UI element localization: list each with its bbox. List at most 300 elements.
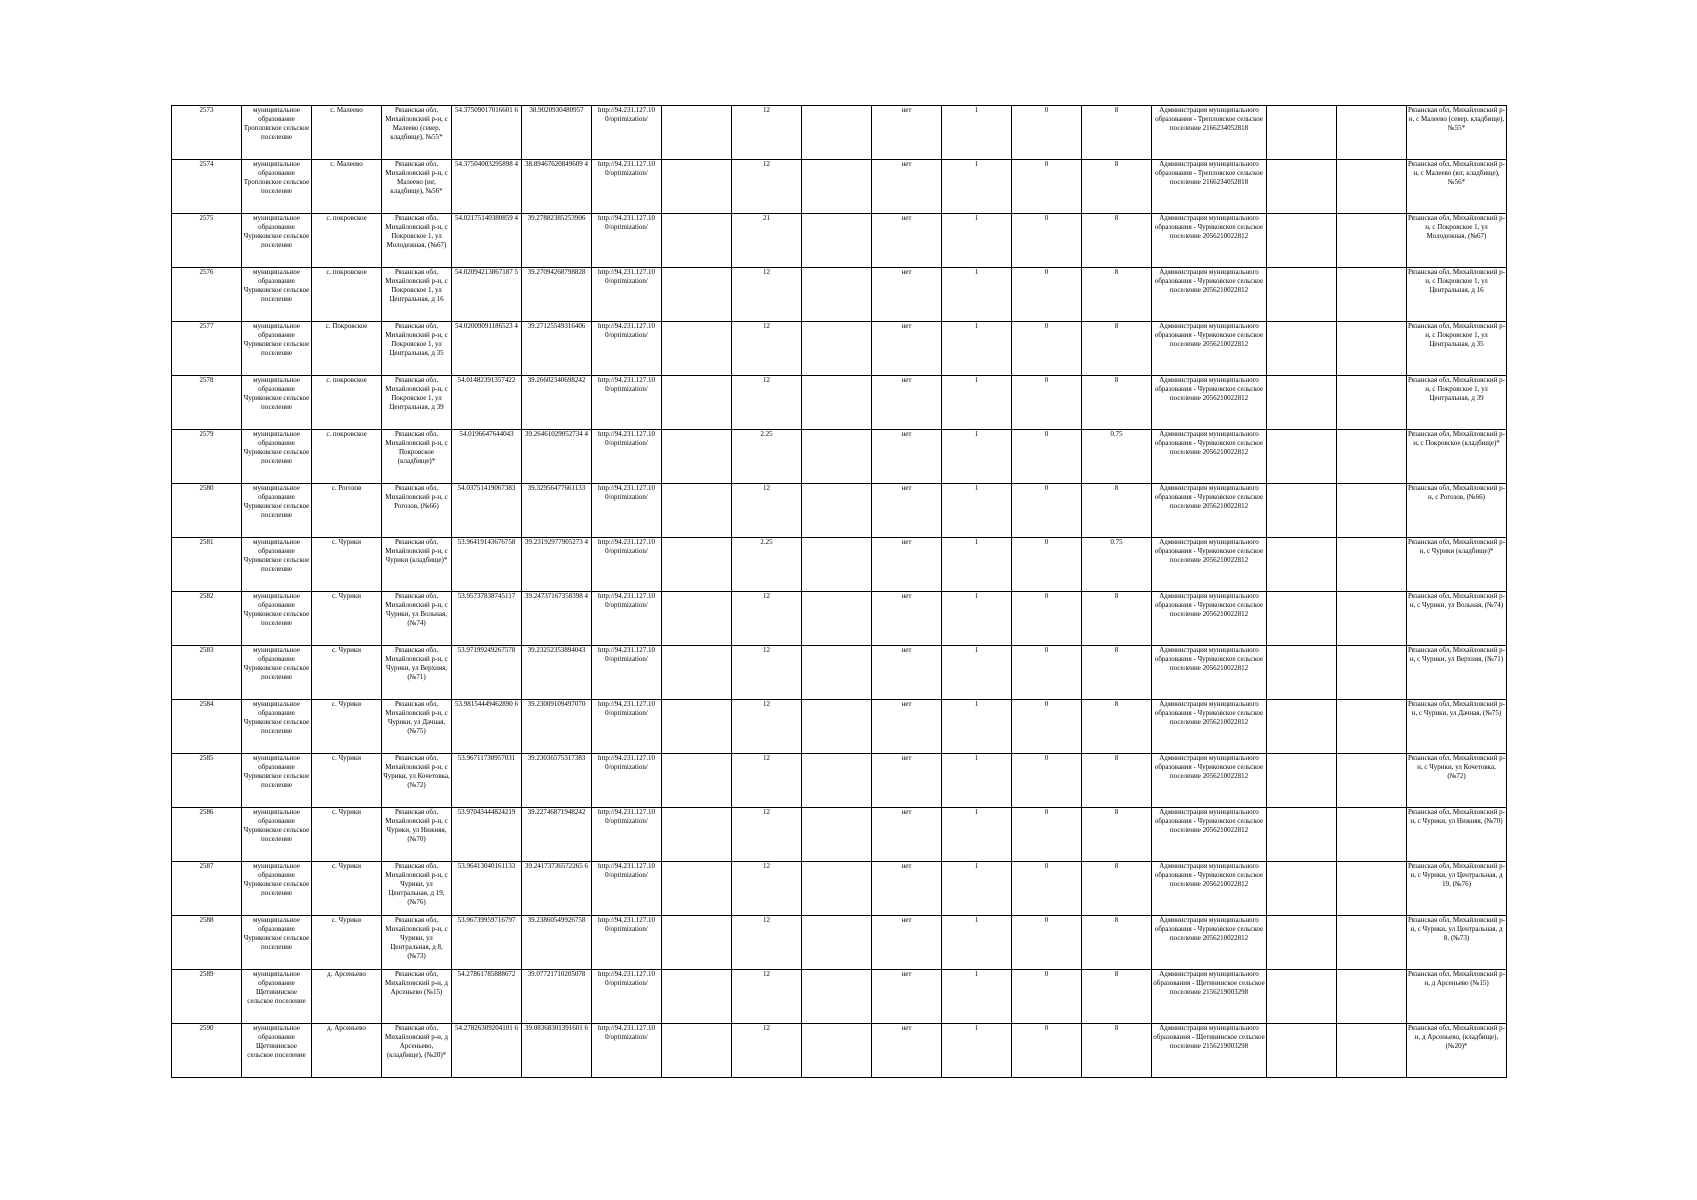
empty-cell [1337, 538, 1407, 592]
area-cell: 12 [732, 268, 802, 322]
organization-cell: Администрация муниципального образования - Чуриковское сельское поселение 2056210022812 [1152, 376, 1267, 430]
settlement-cell: с. покровское [312, 430, 382, 484]
address-cell: Рязанская обл, Михайловский р-н, с Чурики, ул Дачная, (№75) [382, 700, 452, 754]
area-cell: 12 [732, 484, 802, 538]
empty-cell [1337, 430, 1407, 484]
link-cell: http://94.231.127.10 0/optimization/ [592, 754, 662, 808]
volume-cell: 8 [1082, 646, 1152, 700]
row-number: 2574 [172, 160, 242, 214]
address-cell: Рязанская обл, Михайловский р-н, д Арсеньево, (кладбище), (№20)* [382, 1024, 452, 1078]
volume-cell: 8 [1082, 592, 1152, 646]
count-cell: 0 [1012, 700, 1082, 754]
volume-cell: 8 [1082, 106, 1152, 160]
count-cell: 0 [1012, 160, 1082, 214]
empty-cell [1337, 646, 1407, 700]
settlement-cell: с. Малеево [312, 160, 382, 214]
longitude-cell: 39.24173736572265 6 [522, 862, 592, 916]
empty-cell [1267, 808, 1337, 862]
link-cell: http://94.231.127.10 0/optimization/ [592, 970, 662, 1024]
latitude-cell: 54.02175140380859 4 [452, 214, 522, 268]
cover-cell: нет [872, 1024, 942, 1078]
registry-table [171, 105, 1507, 1078]
municipality-cell: муниципальное образование Чуриковское сельское поселение [242, 862, 312, 916]
longitude-cell: 39.08368301391601 6 [522, 1024, 592, 1078]
organization-cell: Администрация муниципального образования - Чуриковское сельское поселение 2056210022812 [1152, 484, 1267, 538]
organization-cell: Администрация муниципального образования - Трепловское сельское поселение 2166234052818 [1152, 160, 1267, 214]
longitude-cell: 39.23252353894043 [522, 646, 592, 700]
count-cell: 0 [1012, 1024, 1082, 1078]
settlement-cell: с. Чурики [312, 700, 382, 754]
source-address-cell: Рязанская обл, Михайловский р-н, с Малеево (север, кладбище), №55* [1407, 106, 1507, 160]
row-number: 2589 [172, 970, 242, 1024]
empty-cell [1337, 808, 1407, 862]
link-cell: http://94.231.127.10 0/optimization/ [592, 646, 662, 700]
volume-cell: 8 [1082, 970, 1152, 1024]
count-cell: 0 [1012, 430, 1082, 484]
empty-cell [802, 700, 872, 754]
count-cell: 1 [942, 268, 1012, 322]
empty-cell [1337, 106, 1407, 160]
cover-cell: нет [872, 700, 942, 754]
municipality-cell: муниципальное образование Чуриковское сельское поселение [242, 916, 312, 970]
organization-cell: Администрация муниципального образования - Чуриковское сельское поселение 2056210022812 [1152, 430, 1267, 484]
longitude-cell: 39.23036575317383 [522, 754, 592, 808]
count-cell: 1 [942, 1024, 1012, 1078]
settlement-cell: д. Арсеньево [312, 970, 382, 1024]
area-cell: 2.25 [732, 430, 802, 484]
count-cell: 0 [1012, 916, 1082, 970]
empty-cell [802, 754, 872, 808]
empty-cell [1337, 160, 1407, 214]
address-cell: Рязанская обл, Михайловский р-н, с Чурики, ул Центральная, д 19, (№76) [382, 862, 452, 916]
latitude-cell: 53.95737838745117 [452, 592, 522, 646]
volume-cell: 8 [1082, 754, 1152, 808]
empty-cell [662, 646, 732, 700]
latitude-cell: 54.01482391357422 [452, 376, 522, 430]
latitude-cell: 53.97043444824219 [452, 808, 522, 862]
municipality-cell: муниципальное образование Чуриковское сельское поселение [242, 376, 312, 430]
municipality-cell: муниципальное образование Тропловское сельское поселение [242, 160, 312, 214]
row-number: 2575 [172, 214, 242, 268]
table-row [172, 214, 1507, 268]
area-cell: 12 [732, 322, 802, 376]
address-cell: Рязанская обл, Михайловский р-н, с Чурики, ул Кочетовка, (№72) [382, 754, 452, 808]
longitude-cell: 39.27094268798828 [522, 268, 592, 322]
municipality-cell: муниципальное образование Чуриковское сельское поселение [242, 700, 312, 754]
organization-cell: Администрация муниципального образования - Чуриковское сельское поселение 2056210022812 [1152, 538, 1267, 592]
latitude-cell: 53.98154449462890 6 [452, 700, 522, 754]
link-cell: http://94.231.127.10 0/optimization/ [592, 700, 662, 754]
source-address-cell: Рязанская обл, Михайловский р-н, с Покровское 1, ул Молодежная, (№67) [1407, 214, 1507, 268]
municipality-cell: муниципальное образование Чуриковское сельское поселение [242, 214, 312, 268]
municipality-cell: муниципальное образование Чуриковское сельское поселение [242, 430, 312, 484]
cover-cell: нет [872, 160, 942, 214]
table-row [172, 430, 1507, 484]
count-cell: 0 [1012, 808, 1082, 862]
empty-cell [662, 160, 732, 214]
empty-cell [1267, 430, 1337, 484]
empty-cell [1267, 1024, 1337, 1078]
volume-cell: 8 [1082, 1024, 1152, 1078]
registry-sheet [171, 105, 1505, 1078]
address-cell: Рязанская обл, Михайловский р-н, с Малеево (север, кладбище), №55* [382, 106, 452, 160]
link-cell: http://94.231.127.10 0/optimization/ [592, 1024, 662, 1078]
empty-cell [1267, 484, 1337, 538]
source-address-cell: Рязанская обл, Михайловский р-н, с Покровское 1, ул Центральная, д 16 [1407, 268, 1507, 322]
row-number: 2587 [172, 862, 242, 916]
empty-cell [662, 106, 732, 160]
empty-cell [1267, 592, 1337, 646]
table-body [172, 106, 1507, 1078]
count-cell: 1 [942, 808, 1012, 862]
empty-cell [1337, 268, 1407, 322]
empty-cell [802, 376, 872, 430]
count-cell: 1 [942, 160, 1012, 214]
municipality-cell: муниципальное образование Чуриковское сельское поселение [242, 538, 312, 592]
volume-cell: 8 [1082, 862, 1152, 916]
organization-cell: Администрация муниципального образования - Чуриковское сельское поселение 2056210022812 [1152, 700, 1267, 754]
empty-cell [662, 484, 732, 538]
link-cell: http://94.231.127.10 0/optimization/ [592, 808, 662, 862]
count-cell: 0 [1012, 646, 1082, 700]
row-number: 2582 [172, 592, 242, 646]
link-cell: http://94.231.127.10 0/optimization/ [592, 484, 662, 538]
longitude-cell: 39.07721710205078 [522, 970, 592, 1024]
empty-cell [1267, 862, 1337, 916]
count-cell: 1 [942, 430, 1012, 484]
organization-cell: Администрация муниципального образования - Чуриковское сельское поселение 2056210022812 [1152, 862, 1267, 916]
latitude-cell: 54.03751419067383 [452, 484, 522, 538]
source-address-cell: Рязанская обл, Михайловский р-н, с Чурики (кладбище)* [1407, 538, 1507, 592]
latitude-cell: 54.02009091186523 4 [452, 322, 522, 376]
empty-cell [1337, 322, 1407, 376]
empty-cell [662, 862, 732, 916]
settlement-cell: с. покровское [312, 268, 382, 322]
count-cell: 1 [942, 970, 1012, 1024]
volume-cell: 8 [1082, 160, 1152, 214]
cover-cell: нет [872, 538, 942, 592]
area-cell: 12 [732, 646, 802, 700]
row-number: 2581 [172, 538, 242, 592]
empty-cell [662, 538, 732, 592]
municipality-cell: муниципальное образование Чуриковское сельское поселение [242, 592, 312, 646]
cover-cell: нет [872, 970, 942, 1024]
empty-cell [1337, 376, 1407, 430]
source-address-cell: Рязанская обл, Михайловский р-н, д Арсеньево (№15) [1407, 970, 1507, 1024]
row-number: 2579 [172, 430, 242, 484]
row-number: 2584 [172, 700, 242, 754]
table-row [172, 916, 1507, 970]
area-cell: 12 [732, 1024, 802, 1078]
latitude-cell: 53.96419143676758 [452, 538, 522, 592]
settlement-cell: с. Чурики [312, 646, 382, 700]
empty-cell [662, 700, 732, 754]
source-address-cell: Рязанская обл, Михайловский р-н, с Чурики, ул Вольная, (№74) [1407, 592, 1507, 646]
latitude-cell: 53.96711730957031 [452, 754, 522, 808]
latitude-cell: 54.37509017016601 6 [452, 106, 522, 160]
longitude-cell: 39.24737167358398 4 [522, 592, 592, 646]
row-number: 2580 [172, 484, 242, 538]
count-cell: 0 [1012, 970, 1082, 1024]
row-number: 2576 [172, 268, 242, 322]
volume-cell: 8 [1082, 376, 1152, 430]
count-cell: 0 [1012, 484, 1082, 538]
organization-cell: Администрация муниципального образования - Чуриковское сельское поселение 2056210022812 [1152, 322, 1267, 376]
area-cell: 12 [732, 808, 802, 862]
address-cell: Рязанская обл, Михайловский р-н, с Покровское 1, ул Центральная, д 16 [382, 268, 452, 322]
source-address-cell: Рязанская обл, Михайловский р-н, с Покровское (кладбище)* [1407, 430, 1507, 484]
empty-cell [662, 1024, 732, 1078]
count-cell: 0 [1012, 754, 1082, 808]
organization-cell: Администрация муниципального образования - Чуриковское сельское поселение 2056210022812 [1152, 754, 1267, 808]
longitude-cell: 39.27882385253906 [522, 214, 592, 268]
cover-cell: нет [872, 106, 942, 160]
settlement-cell: с. покровское [312, 376, 382, 430]
municipality-cell: муниципальное образование Чуриковское сельское поселение [242, 268, 312, 322]
settlement-cell: с. Чурики [312, 538, 382, 592]
cover-cell: нет [872, 376, 942, 430]
volume-cell: 0.75 [1082, 430, 1152, 484]
volume-cell: 8 [1082, 700, 1152, 754]
municipality-cell: муниципальное образование Чуриковское сельское поселение [242, 322, 312, 376]
source-address-cell: Рязанская обл, Михайловский р-н, д Арсеньево, (кладбище), (№20)* [1407, 1024, 1507, 1078]
empty-cell [1267, 754, 1337, 808]
longitude-cell: 39.23192977905273 4 [522, 538, 592, 592]
source-address-cell: Рязанская обл, Михайловский р-н, с Чурики, ул Кочетовка, (№72) [1407, 754, 1507, 808]
area-cell: 12 [732, 916, 802, 970]
empty-cell [802, 592, 872, 646]
empty-cell [802, 268, 872, 322]
table-row [172, 538, 1507, 592]
latitude-cell: 53.96413040161133 [452, 862, 522, 916]
address-cell: Рязанская обл, Михайловский р-н, с Покровское 1, ул Центральная, д 39 [382, 376, 452, 430]
link-cell: http://94.231.127.10 0/optimization/ [592, 322, 662, 376]
link-cell: http://94.231.127.10 0/optimization/ [592, 106, 662, 160]
empty-cell [662, 214, 732, 268]
source-address-cell: Рязанская обл, Михайловский р-н, с Чурики, ул Дачная, (№75) [1407, 700, 1507, 754]
empty-cell [1337, 592, 1407, 646]
longitude-cell: 39.23860549926758 [522, 916, 592, 970]
empty-cell [1337, 862, 1407, 916]
empty-cell [1337, 214, 1407, 268]
empty-cell [1267, 376, 1337, 430]
table-row [172, 1024, 1507, 1078]
count-cell: 0 [1012, 592, 1082, 646]
empty-cell [802, 1024, 872, 1078]
organization-cell: Администрация муниципального образования - Чуриковское сельское поселение 2056210022812 [1152, 592, 1267, 646]
source-address-cell: Рязанская обл, Михайловский р-н, с Покровское 1, ул Центральная, д 39 [1407, 376, 1507, 430]
latitude-cell: 54.37504003295898 4 [452, 160, 522, 214]
empty-cell [662, 592, 732, 646]
address-cell: Рязанская обл, Михайловский р-н, с Покровское 1, ул Центральная, д 35 [382, 322, 452, 376]
empty-cell [802, 160, 872, 214]
volume-cell: 8 [1082, 268, 1152, 322]
settlement-cell: с. Рогозов [312, 484, 382, 538]
longitude-cell: 39.26602340698242 [522, 376, 592, 430]
longitude-cell: 39.23009109497070 [522, 700, 592, 754]
empty-cell [1337, 484, 1407, 538]
table-row [172, 322, 1507, 376]
row-number: 2585 [172, 754, 242, 808]
volume-cell: 8 [1082, 322, 1152, 376]
table-row [172, 376, 1507, 430]
link-cell: http://94.231.127.10 0/optimization/ [592, 538, 662, 592]
count-cell: 1 [942, 214, 1012, 268]
latitude-cell: 54.0196647644043 [452, 430, 522, 484]
row-number: 2588 [172, 916, 242, 970]
cover-cell: нет [872, 862, 942, 916]
count-cell: 0 [1012, 322, 1082, 376]
cover-cell: нет [872, 646, 942, 700]
empty-cell [662, 430, 732, 484]
longitude-cell: 39.32956477661133 [522, 484, 592, 538]
area-cell: 12 [732, 376, 802, 430]
row-number: 2586 [172, 808, 242, 862]
empty-cell [802, 916, 872, 970]
empty-cell [802, 106, 872, 160]
latitude-cell: 54.27861785888672 [452, 970, 522, 1024]
cover-cell: нет [872, 592, 942, 646]
empty-cell [662, 916, 732, 970]
empty-cell [802, 808, 872, 862]
link-cell: http://94.231.127.10 0/optimization/ [592, 916, 662, 970]
count-cell: 1 [942, 754, 1012, 808]
count-cell: 1 [942, 916, 1012, 970]
address-cell: Рязанская обл, Михайловский р-н, с Малеево (юг, кладбище), №56* [382, 160, 452, 214]
table-row [172, 106, 1507, 160]
source-address-cell: Рязанская обл, Михайловский р-н, с Чурики, ул Верхняя, (№71) [1407, 646, 1507, 700]
empty-cell [1267, 646, 1337, 700]
empty-cell [1337, 970, 1407, 1024]
organization-cell: Администрация муниципального образования - Щетининское сельское поселение 2156219003298 [1152, 970, 1267, 1024]
empty-cell [1267, 700, 1337, 754]
empty-cell [662, 808, 732, 862]
cover-cell: нет [872, 808, 942, 862]
count-cell: 1 [942, 592, 1012, 646]
organization-cell: Администрация муниципального образования - Чуриковское сельское поселение 2056210022812 [1152, 916, 1267, 970]
settlement-cell: с. Чурики [312, 862, 382, 916]
address-cell: Рязанская обл, Михайловский р-н, с Чурики (кладбище)* [382, 538, 452, 592]
empty-cell [1267, 268, 1337, 322]
organization-cell: Администрация муниципального образования - Чуриковское сельское поселение 2056210022812 [1152, 808, 1267, 862]
count-cell: 0 [1012, 538, 1082, 592]
count-cell: 0 [1012, 268, 1082, 322]
municipality-cell: муниципальное образование Чуриковское сельское поселение [242, 484, 312, 538]
empty-cell [1337, 754, 1407, 808]
area-cell: 12 [732, 970, 802, 1024]
row-number: 2590 [172, 1024, 242, 1078]
empty-cell [802, 862, 872, 916]
settlement-cell: с. Чурики [312, 808, 382, 862]
count-cell: 0 [1012, 106, 1082, 160]
count-cell: 1 [942, 646, 1012, 700]
area-cell: 12 [732, 592, 802, 646]
count-cell: 1 [942, 106, 1012, 160]
municipality-cell: муниципальное образование Щетининское сельское поселение [242, 1024, 312, 1078]
empty-cell [802, 214, 872, 268]
latitude-cell: 53.96739959716797 [452, 916, 522, 970]
table-row [172, 160, 1507, 214]
organization-cell: Администрация муниципального образования - Щетининское сельское поселение 2156219003298 [1152, 1024, 1267, 1078]
source-address-cell: Рязанская обл, Михайловский р-н, с Чурики, ул Центральная, д 19, (№76) [1407, 862, 1507, 916]
organization-cell: Администрация муниципального образования - Чуриковское сельское поселение 2056210022812 [1152, 214, 1267, 268]
empty-cell [802, 484, 872, 538]
settlement-cell: с. Чурики [312, 754, 382, 808]
volume-cell: 8 [1082, 484, 1152, 538]
area-cell: 12 [732, 160, 802, 214]
link-cell: http://94.231.127.10 0/optimization/ [592, 592, 662, 646]
address-cell: Рязанская обл, Михайловский р-н, с Рогозов, (№66) [382, 484, 452, 538]
table-row [172, 268, 1507, 322]
table-row [172, 808, 1507, 862]
settlement-cell: с. Покровское [312, 322, 382, 376]
longitude-cell: 39.27125549316406 [522, 322, 592, 376]
latitude-cell: 54.27826309204101 6 [452, 1024, 522, 1078]
count-cell: 0 [1012, 214, 1082, 268]
address-cell: Рязанская обл, Михайловский р-н, д Арсеньево (№15) [382, 970, 452, 1024]
settlement-cell: с. Малеево [312, 106, 382, 160]
area-cell: 21 [732, 214, 802, 268]
table-row [172, 862, 1507, 916]
link-cell: http://94.231.127.10 0/optimization/ [592, 862, 662, 916]
longitude-cell: 39.22746871948242 [522, 808, 592, 862]
municipality-cell: муниципальное образование Тропловское сельское поселение [242, 106, 312, 160]
municipality-cell: муниципальное образование Чуриковское сельское поселение [242, 808, 312, 862]
address-cell: Рязанская обл, Михайловский р-н, с Чурики, ул Верхняя, (№71) [382, 646, 452, 700]
address-cell: Рязанская обл, Михайловский р-н, с Чурики, ул Вольная, (№74) [382, 592, 452, 646]
settlement-cell: с. Чурики [312, 916, 382, 970]
cover-cell: нет [872, 484, 942, 538]
area-cell: 12 [732, 700, 802, 754]
source-address-cell: Рязанская обл, Михайловский р-н, с Чурики, ул Центральная, д 8, (№73) [1407, 916, 1507, 970]
link-cell: http://94.231.127.10 0/optimization/ [592, 376, 662, 430]
link-cell: http://94.231.127.10 0/optimization/ [592, 268, 662, 322]
empty-cell [662, 754, 732, 808]
count-cell: 1 [942, 538, 1012, 592]
cover-cell: нет [872, 916, 942, 970]
empty-cell [662, 268, 732, 322]
empty-cell [802, 430, 872, 484]
table-row [172, 700, 1507, 754]
count-cell: 0 [1012, 862, 1082, 916]
address-cell: Рязанская обл, Михайловский р-н, с Чурики, ул Центральная, д 8, (№73) [382, 916, 452, 970]
latitude-cell: 54.02094213867187 5 [452, 268, 522, 322]
empty-cell [802, 970, 872, 1024]
volume-cell: 8 [1082, 808, 1152, 862]
address-cell: Рязанская обл, Михайловский р-н, с Покровское 1, ул Молодежная, (№67) [382, 214, 452, 268]
organization-cell: Администрация муниципального образования - Чуриковское сельское поселение 2056210022812 [1152, 646, 1267, 700]
cover-cell: нет [872, 754, 942, 808]
empty-cell [1267, 538, 1337, 592]
volume-cell: 8 [1082, 214, 1152, 268]
count-cell: 1 [942, 322, 1012, 376]
link-cell: http://94.231.127.10 0/optimization/ [592, 160, 662, 214]
cover-cell: нет [872, 268, 942, 322]
count-cell: 1 [942, 862, 1012, 916]
count-cell: 1 [942, 376, 1012, 430]
count-cell: 1 [942, 700, 1012, 754]
latitude-cell: 53.97199249267578 [452, 646, 522, 700]
link-cell: http://94.231.127.10 0/optimization/ [592, 214, 662, 268]
table-row [172, 754, 1507, 808]
longitude-cell: 39.26461029052734 4 [522, 430, 592, 484]
municipality-cell: муниципальное образование Чуриковское сельское поселение [242, 646, 312, 700]
table-row [172, 970, 1507, 1024]
empty-cell [1337, 916, 1407, 970]
settlement-cell: д. Арсеньево [312, 1024, 382, 1078]
organization-cell: Администрация муниципального образования - Трепловское сельское поселение 2166234052818 [1152, 106, 1267, 160]
source-address-cell: Рязанская обл, Михайловский р-н, с Рогозов, (№66) [1407, 484, 1507, 538]
